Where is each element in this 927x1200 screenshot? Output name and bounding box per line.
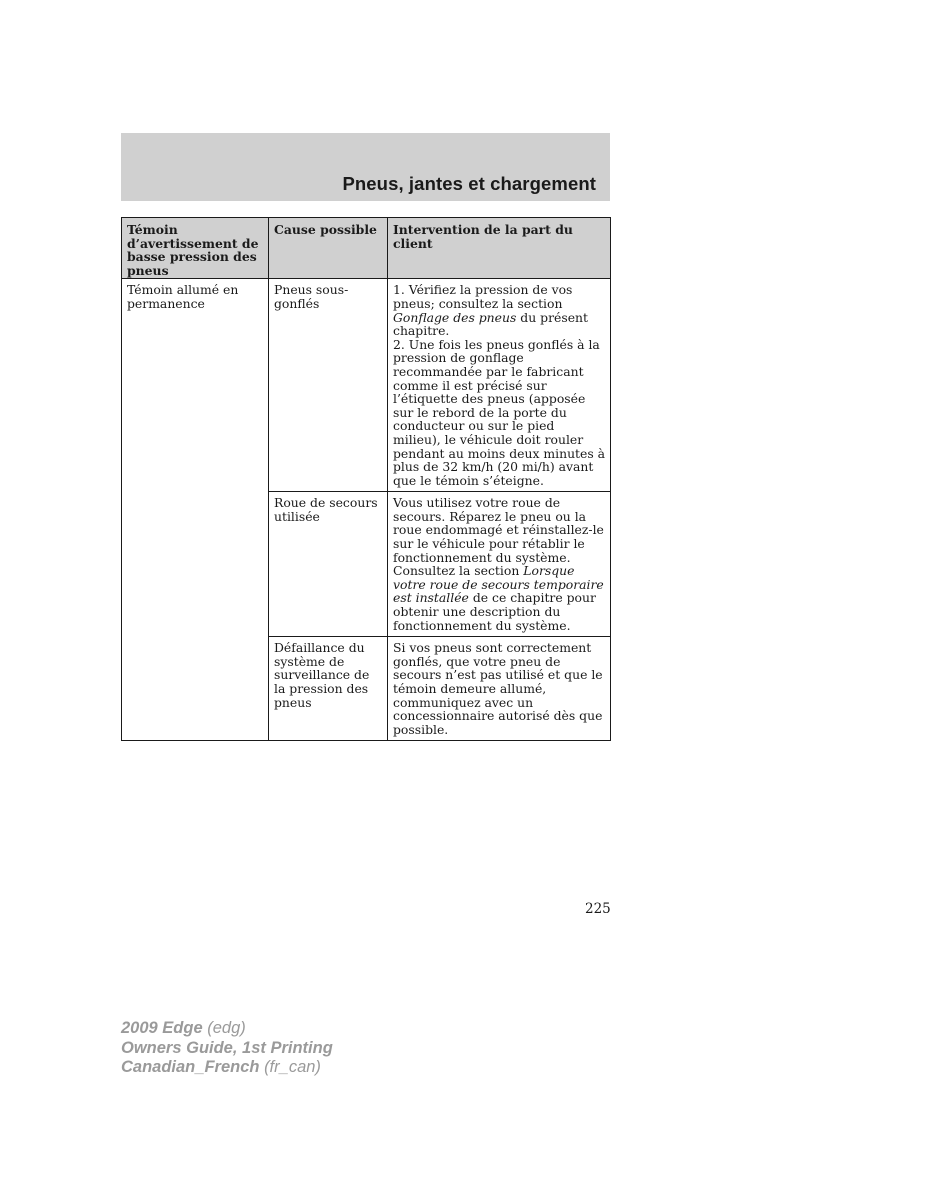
action-text: du présent chapitre. [393,309,588,339]
action-system-fault: Si vos pneus sont correctement gonflés, que votre pneu de secours n’est pas utilisé et que le témoin demeure allumé, communiquez avec un concessionnaire autorisé dès que possible. [388,637,611,741]
table-row [122,279,611,492]
footer-language: Canadian_French [121,1058,260,1076]
cause-system-fault: Défaillance du système de surveillance de la pression des pneus [269,637,388,741]
footer-model: 2009 Edge [121,1019,203,1037]
action-text: 1. Vérifiez la pression de vos pneus; consultez la section [393,282,573,311]
header-warning-light: Témoin d’avertissement de basse pression des pneus [122,218,269,279]
page-number: 225 [585,901,611,917]
action-underinflated [388,279,611,492]
action-text: 2. Une fois les pneus gonflés à la pression de gonflage recommandée par le fabricant comme il est précisé sur l’étiquette des pneus (apposée sur le rebord de la porte du conducteur ou sur le pied milieu), le véhicule doit rouler pendant au moins deux minutes à plus de 32 km/h (20 mi/h) avant que le témoin s’éteigne. [393,336,606,488]
warning-state-cell: Témoin allumé en permanence [122,279,269,741]
header-possible-cause: Cause possible [269,218,388,279]
footer-model-code: (edg) [207,1019,246,1037]
document-footer [121,1019,333,1078]
footer-language-code: (fr_can) [264,1058,321,1076]
section-reference: Lorsque votre roue de secours temporaire est installée [393,563,604,606]
section-title: Pneus, jantes et chargement [342,173,596,194]
footer-guide: Owners Guide, 1st Printing [121,1038,333,1057]
action-text: Vous utilisez votre roue de secours. Réparez le pneu ou la roue endommagé et réinstallez-le sur le véhicule pour rétablir le fonctionnement du système. Consultez la section [393,495,604,579]
action-text: de ce chapitre pour obtenir une description du fonctionnement du système. [393,590,596,633]
header-customer-action: Intervention de la part du client [388,218,611,279]
tpms-warning-table [121,217,611,741]
action-spare-in-use [388,492,611,637]
section-reference: Gonflage des pneus [393,309,517,325]
section-header-band [121,133,610,201]
cause-underinflated: Pneus sous-gonflés [269,279,388,492]
cause-spare-in-use: Roue de secours utilisée [269,492,388,637]
table-header-row [122,218,611,279]
